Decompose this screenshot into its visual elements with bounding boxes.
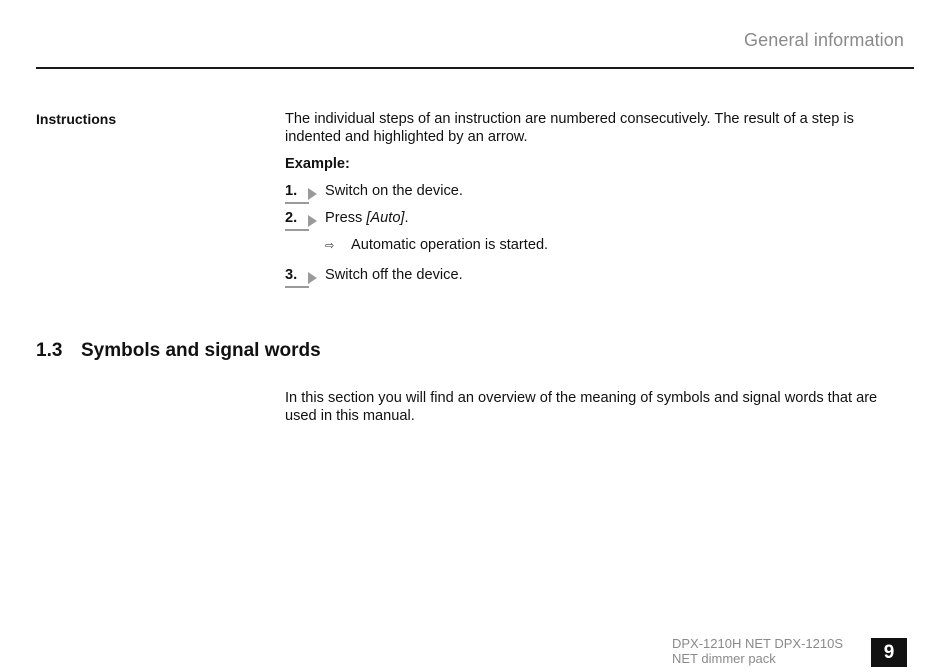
result-text: Automatic operation is started.	[351, 237, 549, 253]
step-result	[325, 237, 548, 253]
step-text-suffix: .	[404, 210, 409, 226]
button-reference: [Auto]	[366, 210, 405, 226]
page-header-title: General information	[744, 30, 904, 50]
footer-model-name: DPX-1210H NET DPX-1210S NET dimmer pack	[672, 636, 844, 666]
section-title: Symbols and signal words	[81, 340, 321, 361]
page-number-badge: 9	[871, 638, 907, 667]
step-number: 1.	[285, 183, 298, 199]
step-arrow-icon	[308, 215, 317, 227]
section-number: 1.3	[36, 340, 63, 361]
step-underline	[285, 202, 309, 204]
section-heading	[36, 340, 321, 362]
step-arrow-icon	[308, 188, 317, 200]
step-number: 3.	[285, 267, 298, 283]
step-underline	[285, 229, 309, 231]
step-text: Switch on the device.	[325, 183, 463, 199]
step-text-prefix: Press	[325, 210, 367, 226]
instructions-intro-paragraph: The individual steps of an instruction are numbered consecutively. The result of a step is indented and highlighted by an arrow.	[285, 111, 854, 145]
instructions-side-label: Instructions	[36, 111, 117, 127]
step-number: 2.	[285, 210, 298, 226]
step-text: Switch off the device.	[325, 267, 463, 283]
step-text	[325, 210, 409, 226]
result-arrow-icon: ⇨	[325, 240, 335, 252]
header-divider	[36, 67, 914, 69]
example-label: Example:	[285, 156, 350, 172]
step-underline	[285, 286, 309, 288]
section-intro-paragraph: In this section you will find an overview of the meaning of symbols and signal words that are used in this manual.	[285, 390, 878, 424]
step-arrow-icon	[308, 272, 317, 284]
